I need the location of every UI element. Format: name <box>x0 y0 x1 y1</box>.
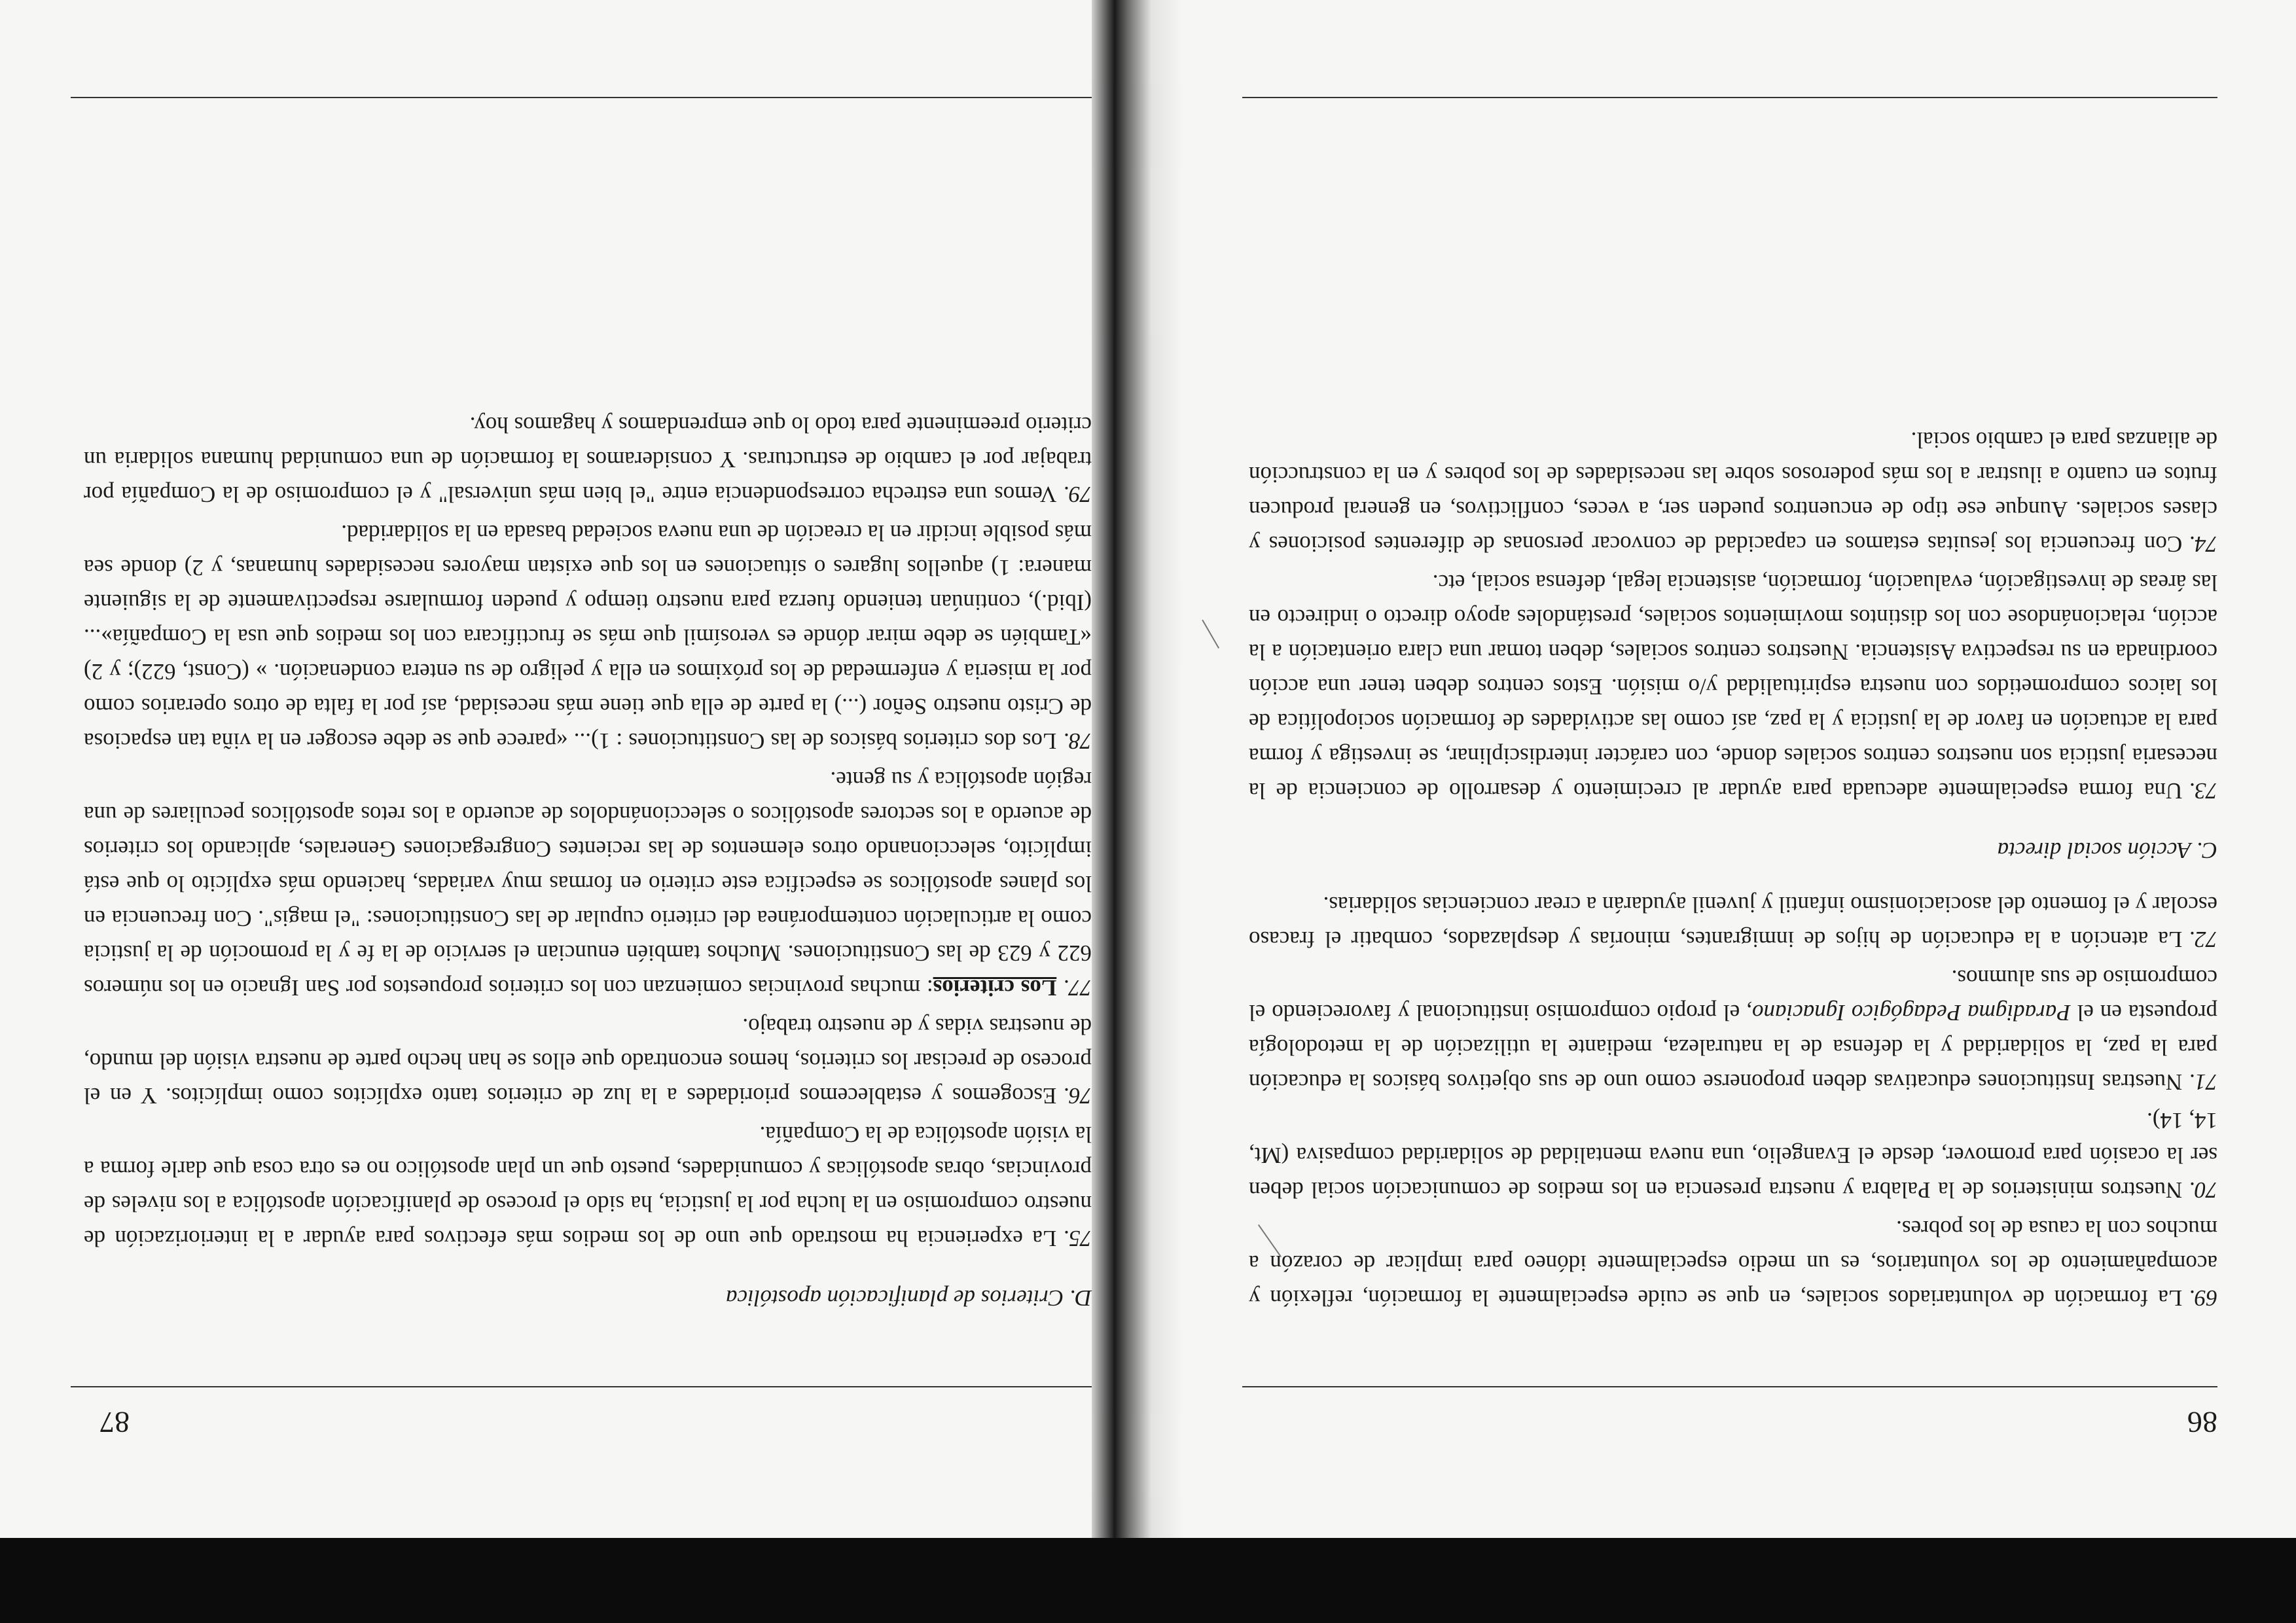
paragraph-text: La experiencia ha mostrado que uno de los medios más efectivos para ayudar a la interiorización de nuestro compromiso en la lucha por la justicia, ha sido el proceso de planificación apostólica a los niveles de provincias, obras apostólicas y comunidades, puesto que un plan apostólico no es otra cosa que darle forma a la visión apostólica de la Compañía. <box>84 1122 1092 1251</box>
paragraph-term: Los criterios <box>933 975 1057 1001</box>
paragraph-text: La formación de voluntariados sociales, en que se cuide especialmente la formación, reflexión y acompañamiento de los voluntarios, es un medio especialmente idóneo para implicar de corazón a muchos con la causa de los pobres. <box>1249 1216 2217 1311</box>
bottom-rule <box>1242 97 2217 98</box>
paragraph-77 <box>84 762 1092 1005</box>
paragraph-76 <box>84 1009 1092 1113</box>
paragraph-italic-title: Paradigma Pedagógico Ignaciano, <box>1746 1000 2071 1026</box>
paragraph-number: 76. <box>1063 1083 1092 1109</box>
page-87 <box>45 0 1092 1538</box>
page-number: 86 <box>2187 1406 2217 1439</box>
paragraph-number: 69. <box>2189 1285 2217 1311</box>
paragraph-73 <box>1249 565 2217 808</box>
paragraph-text: La atención a la educación de hijos de inmigrantes, minorías y desplazados, combatir el fracaso escolar y el fomento del asociacionismo infantil y juvenil ayudarán a crear conciencias solidarias. <box>1249 892 2217 952</box>
scanner-edge-strip <box>0 1538 2296 1623</box>
paragraph-text: : muchas provincias comienzan con los criterios propuestos por San Ignacio en los números 622 y 623 de las Constituciones. Muchos también enuncian el servicio de la fe y la promoción de la justicia como la articulación contemporánea del criterio cupular de las Constituciones: "el magis". Con frecuencia en los planes apostólicos se especifica este criterio en formas muy variadas, haciendo más explícito lo que está implícito, seleccionando otros elementos de las recientes Congregaciones Generales, aplicando los criterios de acuerdo a los sectores apostólicos o seleccionándolos de acuerdo a los retos apostólicos peculiares de una región apostólica y su gente. <box>83 767 1092 1001</box>
top-rule <box>71 1386 1092 1387</box>
paragraph-number: 75. <box>1063 1226 1092 1251</box>
paragraph-75 <box>84 1117 1092 1256</box>
paragraph-number: 74. <box>2189 531 2217 557</box>
paragraph-text-continued: el propio compromiso institucional y favoreciendo el compromiso de sus alumnos. <box>1249 965 2217 1026</box>
paragraph-text: Los dos criterios básicos de las Constituciones : 1)... «parece que se debe escoger en la viña tan espaciosa de Cristo nuestro Señor (...) la parte de ella que tiene más necesidad, así por la falta de otros operarios como por la miseria y enfermedad de los próximos en ella y peligro de su entera condenación. » (Const, 622); y 2) «También se debe mirar dónde es verosímil que más se fructificara con los medios que usa la Compañía»... (Ibid.), continúan teniendo fuerza para nuestro tiempo y pueden formularse respectivamente de la siguiente manera: 1) aquellos lugares o situaciones en los que existan mayores necesidades humanas, y 2) donde sea más posible incidir en la creación de una nueva sociedad basada en la solidaridad. <box>84 520 1092 754</box>
paragraph-78 <box>84 516 1092 758</box>
paragraph-number: 73. <box>2189 778 2217 804</box>
paragraph-number: 70. <box>2189 1177 2217 1203</box>
paragraph-number: 78. <box>1063 728 1092 754</box>
paragraph-number: 79. <box>1063 482 1092 507</box>
paragraph-text: Escogemos y establecemos prioridades a la luz de criterios tanto explícitos como implícitos. Y en el proceso de precisar los criterios, hemos encontrado que ellos se han hecho parte de nuestra visión del mundo, de nuestras vidas y de nuestro trabajo. <box>84 1014 1092 1109</box>
paragraph-74 <box>1249 423 2217 562</box>
paragraph-text: Vemos una estrecha correspondencia entre "el bien más universal" y el compromiso de la Compañía por trabajar por el cambio de estructuras. Y consideramos la formación de una comunidad humana solidaria un criterio preeminente para todo lo que emprendamos y hagamos hoy. <box>84 412 1092 507</box>
paragraph-text: Nuestras Instituciones educativas deben proponerse como uno de sus objetivos básicos la educación para la paz, la solidaridad y la defensa de la naturaleza, mediante la utilización de la metodología propuesta en el <box>1249 1000 2217 1095</box>
paragraph-text: Con frecuencia los jesuitas estamos en capacidad de convocar personas de diferentes posiciones y clases sociales. Aunque ese tipo de encuentros pueden ser, a veces, conflictivos, en general producen frutos en cuanto a ilustrar a los más poderosos sobre las necesidades de los pobres y en la construcción de alianzas para el cambio social. <box>1249 427 2217 557</box>
section-heading: D. Criterios de planificación apostólica <box>726 1285 1092 1311</box>
paragraph-number: 77. <box>1063 975 1092 1001</box>
paragraph-69 <box>1249 1211 2217 1315</box>
page-86-content <box>1249 419 2217 1315</box>
paragraph-79 <box>84 408 1092 512</box>
page-number: 87 <box>99 1406 130 1439</box>
bottom-rule <box>71 97 1092 98</box>
paragraph-71 <box>1249 961 2217 1099</box>
top-rule <box>1242 1386 2217 1387</box>
pencil-mark <box>1202 620 1219 649</box>
paragraph-number: 71. <box>2189 1069 2217 1095</box>
page-87-content <box>84 404 1092 1315</box>
paragraph-70 <box>1249 1103 2217 1207</box>
page-86 <box>1183 0 2217 1538</box>
paragraph-text: Una forma especialmente adecuada para ayudar al crecimiento y desarrollo de conciencia de la necesaria justicia son nuestros centros sociales donde, con carácter interdisciplinar, se investiga y forma para la actuación en favor de la justicia y la paz, así como las actividades de formación sociopolítica de los laicos comprometidos con nuestra espiritualidad y/o misión. Estos centros deben tener una acción coordinada en su respectiva Asistencia. Nuestros centros sociales, deben tomar una clara orientación a la acción, relacionándose con los distintos movimientos sociales, prestándoles apoyo directo o indirecto en las áreas de investigación, evaluación, formación, asistencia legal, defensa social, etc. <box>1249 570 2217 804</box>
paragraph-number: 72. <box>2189 927 2217 952</box>
paragraph-text: Nuestros ministerios de la Palabra y nuestra presencia en los medios de comunicación social deben ser la ocasión para promover, desde el Evangelio, una nueva mentalidad de solidaridad compasiva (Mt, 14, 14). <box>1249 1108 2217 1203</box>
section-heading: C. Acción social directa <box>1997 838 2217 863</box>
book-gutter <box>1092 0 1183 1538</box>
paragraph-72 <box>1249 887 2217 957</box>
